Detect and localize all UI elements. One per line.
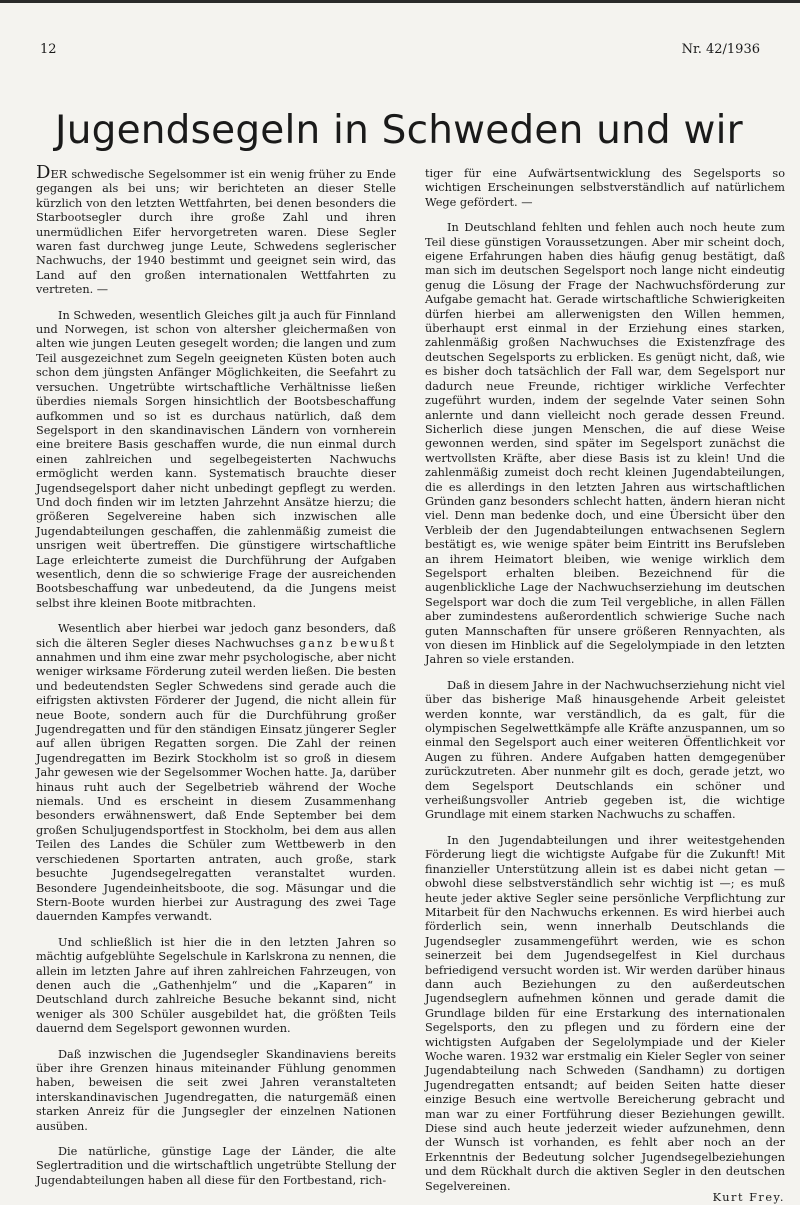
paragraph-3-text-b: annahmen und ihm eine zwar mehr psychologische, aber nicht weniger wirksame Förderung zuteil werden ließen. Die besten und bedeutendsten Segler Schwedens sind gerade auch die eifrigsten aktivsten Förderer der Jugend, die nicht allein für neue Boote, sondern auch für die Durchführung großer Jugendregatten und für den ständigen Einsatz jüngerer Segler auf allen übrigen Regatten sorgen. Die Zahl der reinen Jugendregatten im Bezirk Stockholm ist so groß in diesem Jahr gewesen wie der Segelsommer Wochen hatte. Ja, darüber hinaus ruht auch der Segelbetrieb während der Woche niemals. Und es erscheint in diesem Zusammenhang besonders erwähnenswert, daß Ende September bei dem großen Schuljugendsportfest in Stockholm, bei dem aus allen Teilen des Landes die Schüler zum Wettbewerb in den verschiedenen Sportarten antraten, auch große, stark besuchte Jugendsegelregatten veranstaltet wurden. Besondere Jugendeinheitsboote, die sog. Mäsungar und die Stern-Boote wurden hierbei zur Austragung des zwei Tage dauernden Kampfes verwandt. <box>36 651 397 924</box>
issue-number: Nr. 42/1936 <box>681 42 760 57</box>
paragraph-1-text: ER schwedische Segelsommer ist ein wenig früher zu Ende gegangen als bei uns; wir berichteten an dieser Stelle kürzlich von den letzten Wettfahrten, bei denen besonders die Starbootsegler durch ihre große Zahl und ihren unermüdlichen Eifer hervorgetreten waren. Diese Segler waren fast durchweg junge Leute, Schwedens seglerischer Nachwuchs, der 1940 bestimmt und geeignet sein wird, das Land auf den großen internationalen Wettfahrten zu vertreten. — <box>36 168 396 297</box>
author-signature: Kurt Frey. <box>712 1191 785 1205</box>
right-column <box>425 167 785 1205</box>
paragraph-8: Daß in diesem Jahre in der Nachwuchserziehung nicht viel über das bisherige Maß hinausgehende Arbeit geleistet werden konnte, war verständlich, da es galt, für die olympischen Segelwettkämpfe alle Kräfte anzuspannen, um so einmal den Segelsport auch einer weiteren Öffentlichkeit vor Augen zu führen. Andere Aufgaben hatten demgegenüber zurückzutreten. Aber nunmehr gilt es doch, gerade jetzt, wo dem Segelsport Deutschlands ein schöner und verheißungsvoller Antrieb gegeben ist, die wichtige Grundlage mit einem starken Nachwuchs zu schaffen. <box>425 678 785 822</box>
paragraph-continued: tiger für eine Aufwärtsentwicklung des Segelsports so wichtigen Erscheinungen selbstverständlich auf natürlichem Wege gefördert. — <box>425 167 785 209</box>
paragraph-5: Daß inzwischen die Jugendsegler Skandinaviens bereits über ihre Grenzen hinaus miteinander Fühlung genommen haben, beweisen die seit zwei Jahren veranstalteten interskandinavischen Jugendregatten, die naturgemäß einen starken Anreiz für die Jungsegler der einzelnen Nationen ausüben. <box>36 1047 396 1133</box>
left-column <box>36 162 397 1199</box>
article-title: Jugendsegeln in Schweden und wir <box>55 108 743 153</box>
paragraph-7: In Deutschland fehlten und fehlen auch noch heute zum Teil diese günstigen Voraussetzungen. Aber mir scheint doch, eigene Erfahrungen haben dies häufig genug bestätigt, daß man sich im deutschen Segelsport noch lange nicht eindeutig genug die Lösung der Frage der Nachwuchsförderung zur Aufgabe gemacht hat. Gerade wirtschaftliche Schwierigkeiten dürfen hierbei am allerwenigsten den Willen hemmen, überhaupt erst einmal in der Erziehung eines starken, zahlenmäßig großen Nachwuchses die Existenzfrage des deutschen Segelsports zu erblicken. Es genügt nicht, daß, wie es bisher doch tatsächlich der Fall war, dem Segelsport nur dadurch neue Freunde, richtiger wirkliche Verfechter zugeführt wurden, indem der segelnde Vater seinen Sohn anlernte und dann vielleicht noch gerade dessen Freund. Sicherlich diese jungen Menschen, die auf diese Weise gewonnen werden, sind später im Segelsport zunächst die wertvollsten Kräfte, aber diese Basis ist zu klein! Und die zahlenmäßig zumeist doch recht kleinen Jugendabteilungen, die es allerdings in den letzten Jahren aus wirtschaftlichen Gründen ganz besonders schlecht hatten, ändern hieran nicht viel. Denn man bedenke doch, und eine Übersicht über den Verbleib der den Jugendabteilungen entwachsenen Seglern bestätigt es, wie wenige später beim Eintritt ins Berufsleben an ihrem Heimatort bleiben, wie wenige wirklich dem Segelsport erhalten bleiben. Bezeichnend für die augenblickliche Lage der Nachwuchserziehung im deutschen Segelsport war doch die zum Teil vergebliche, in allen Fällen aber zumindestens außerordentlich schwierige Suche nach guten Mannschaften für unsere größeren Rennyachten, als von diesen im Hinblick auf die Segelolympiade in den letzten Jahren so viele erstanden. <box>425 221 785 667</box>
emphasis-spaced: ganz bewußt <box>298 636 397 650</box>
paragraph-3-text-a: Wesentlich aber hierbei war jedoch ganz besonders, daß sich die älteren Segler dieses Nachwuchses <box>36 622 396 650</box>
page-number: 12 <box>40 42 57 57</box>
top-rule <box>0 0 800 3</box>
paragraph-3 <box>36 622 396 925</box>
paragraph-2: In Schweden, wesentlich Gleiches gilt ja auch für Finnland und Norwegen, ist schon von altersher gleichermaßen von alten wie jungen Leuten gesegelt worden; die langen und zum Teil ausgezeichnet zum Segeln geeigneten Küsten boten auch schon dem jüngsten Anfänger Möglichkeiten, die Seefahrt zu versuchen. Ungetrübte wirtschaftliche Verhältnisse ließen überdies niemals Sorgen hinsichtlich der Bootsbeschaffung aufkommen und so ist es durchaus natürlich, daß dem Segelsport in den skandinavischen Ländern von vornherein eine breitere Basis geschaffen wurde, die nun einmal durch einen zahlreichen und segelbegeisterten Nachwuchs ermöglicht werden kann. Systematisch brauchte dieser Jugendsegelsport daher nicht unbedingt gepflegt zu werden. Und doch finden wir im letzten Jahrzehnt Ansätze hierzu; die größeren Segelvereine haben sich inzwischen alle Jugendabteilungen geschaffen, die zahlenmäßig zumeist die unsrigen weit übertreffen. Die günstigere wirtschaftliche Lage erleichterte zumeist die Durchführung der Aufgaben wesentlich, denn die so schwierige Frage der ausreichenden Bootsbeschaffung war unbedeutend, da die Jungens meist selbst ihre kleinen Boote mitbrachten. <box>36 308 397 610</box>
paragraph-1 <box>36 162 396 298</box>
drop-cap: D <box>36 162 51 183</box>
paragraph-9: In den Jugendabteilungen und ihrer weitestgehenden Förderung liegt die wichtigste Aufgabe für die Zukunft! Mit finanzieller Unterstützung allein ist es dabei nicht getan — obwohl diese selbstverständlich sehr wichtig ist —; es muß heute jeder aktive Segler seine persönliche Verpflichtung zur Mitarbeit für den Nachwuchs erkennen. Es wird hierbei auch förderlich sein, wenn innerhalb Deutschlands die Jugendsegler zusammengeführt werden, wie es schon seinerzeit bei dem Jugendsegelfest in Kiel durchaus befriedigend versucht worden ist. Wir werden darüber hinaus dann auch Beziehungen zu den außerdeutschen Jugendseglern aufnehmen können und gerade damit die Grundlage bilden für eine Erstarkung des internationalen Segelsports, den zu pflegen und zu fördern eine der wichtigsten Aufgaben der Segelolympiade und der Kieler Woche waren. 1932 war erstmalig ein Kieler Segler von seiner Jugendabteilung nach Schweden (Sandhamn) zu dortigen Jugendregatten entsandt; auf beiden Seiten hatte dieser einzige Besuch eine wertvolle Bereicherung gebracht und man war zu einer Fortführung dieser Beziehungen gewillt. Diese sind auch heute jederzeit wieder aufzunehmen, denn der Wunsch ist vorhanden, es fehlt aber noch an der Erkenntnis der Bedeutung solcher Jugendsegelbeziehungen und dem Rückhalt durch die aktiven Segler in den deutschen Segelvereinen. <box>425 833 785 1193</box>
paragraph-4: Und schließlich ist hier die in den letzten Jahren so mächtig aufgeblühte Segelschule in Karlskrona zu nennen, die allein im letzten Jahre auf ihren zahlreichen Fahrzeugen, von denen auch die „Gathenhjelm“ und die „Kaparen“ in Deutschland durch zahlreiche Besuche bekannt sind, nicht weniger als 300 Schüler ausgebildet hat, die größten Teils dauernd dem Segelsport gewonnen wurden. <box>36 935 396 1036</box>
paragraph-6: Die natürliche, günstige Lage der Länder, die alte Seglertradition und die wirtschaftlich ungetrübte Stellung der Jugendabteilungen haben all diese für den Fortbestand, rich- <box>36 1145 396 1187</box>
